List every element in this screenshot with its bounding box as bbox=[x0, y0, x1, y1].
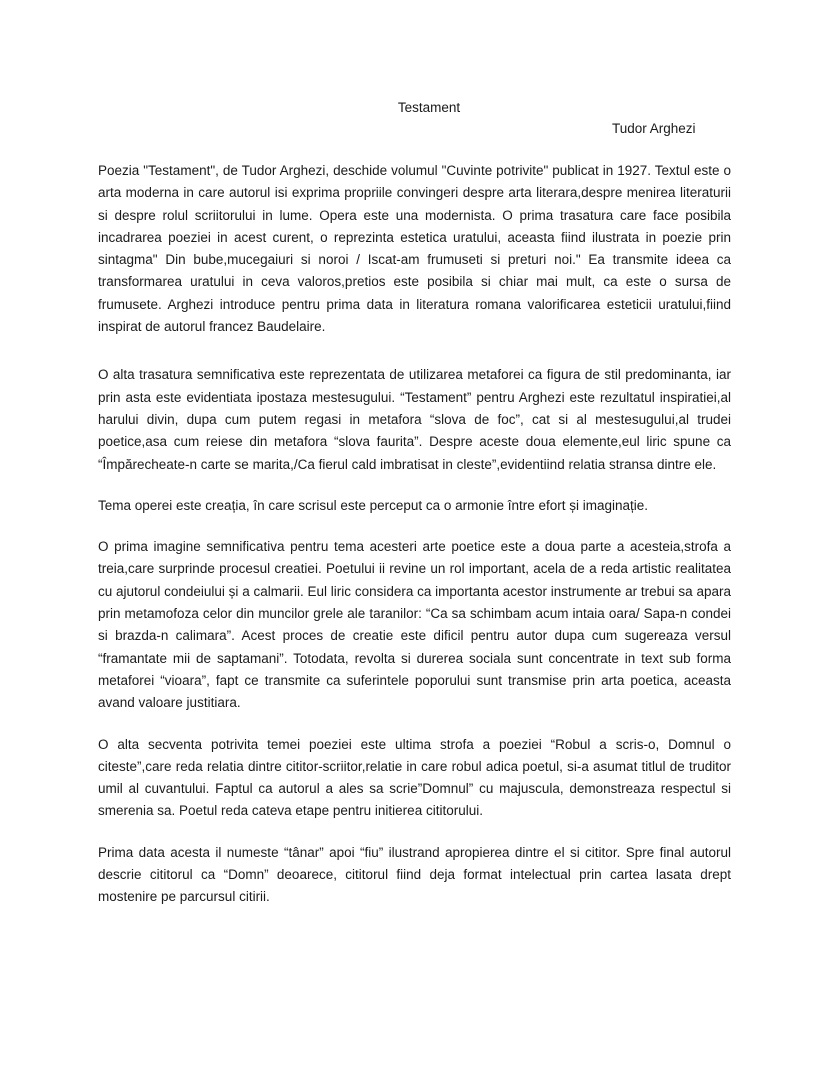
document-body bbox=[98, 160, 731, 928]
document-author: Tudor Arghezi bbox=[612, 121, 696, 136]
paragraph-4: O prima imagine semnificativa pentru tema acesteri arte poetice este a doua parte a acesteia,strofa a treia,care surprinde procesul creatiei. Poetului ii revine un rol important, acela de a reda artistic realitatea cu ajutorul condeiului și a calmarii. Eul liric considera ca importanta acestor instrumente ar trebui sa apara prin metamofoza celor din muncilor grele ale taranilor: “Ca sa schimbam acum intaia oara/ Sapa-n condei si brazda-n calimara”. Acest proces de creatie este dificil pentru autor dupa cum sugereaza versul “framantate mii de saptamani”. Totodata, revolta si durerea sociala sunt concentrate in text sub forma metaforei “vioara”, fapt ce transmite ca suferintele poporului sunt transmise prin arta poetica, aceasta avand valoare justitiara. bbox=[98, 539, 731, 711]
paragraph-5: O alta secventa potrivita temei poeziei este ultima strofa a poeziei “Robul a scris-o, Domnul o citeste”,care reda relatia dintre cititor-scriitor,relatie in care robul adica poetul, si-a asumat titlul de truditor umil al cuvantului. Faptul ca autorul a ales sa scrie”Domnul” cu majuscula, demonstreaza respectul si smerenia sa. Poetul reda cateva etape pentru initierea cititorului. bbox=[98, 736, 731, 819]
paragraph-2: O alta trasatura semnificativa este reprezentata de utilizarea metaforei ca figura de stil predominanta, iar prin asta este evidentiata ipostaza mestesugului. “Testament” pentru Arghezi este rezultatul inspiratiei,al harului divin, dupa cum putem regasi in metafora “slova de foc”, cat si al mestesugului,al trudei poetice,asa cum reiese din metafora “slova faurita”. Despre aceste doua elemente,eul liric spune ca “Împărecheate-n carte se marita,/Ca fierul cald imbratisat in cleste”,evidentiind relatia stransa dintre ele. bbox=[98, 367, 731, 472]
document-title: Testament bbox=[397, 100, 461, 115]
paragraph-6: Prima data acesta il numeste “tânar” apoi “fiu” ilustrand apropierea dintre el si cititor. Spre final autorul descrie cititorul ca “Domn” deoarece, cititorul fiind deja format intelectual prin cartea lasata drept mostenire pe parcursul citirii. bbox=[98, 844, 731, 905]
paragraph-1: Poezia "Testament", de Tudor Arghezi, deschide volumul "Cuvinte potrivite" publicat in 1927. Textul este o arta moderna in care autorul isi exprima propriile convingeri despre arta literara,despre menirea literaturii si despre rolul scriitorului in lume. Opera este una modernista. O prima trasatura care face posibila incadrarea poeziei in acest curent, o reprezinta estetica uratului, aceasta fiind ilustrata in poezie prin sintagma" Din bube,mucegaiuri si noroi / Iscat-am frumuseti si preturi noi." Ea transmite ideea ca transformarea uratului in ceva valoros,pretios este posibila si chiar mai mult, ca este o sursa de frumusete. Arghezi introduce pentru prima data in literatura romana valorificarea esteticii uratului,fiind inspirat de autorul francez Baudelaire. bbox=[98, 163, 731, 335]
paragraph-3: Tema operei este creația, în care scrisul este perceput ca o armonie între efort și imaginație. bbox=[98, 497, 649, 513]
